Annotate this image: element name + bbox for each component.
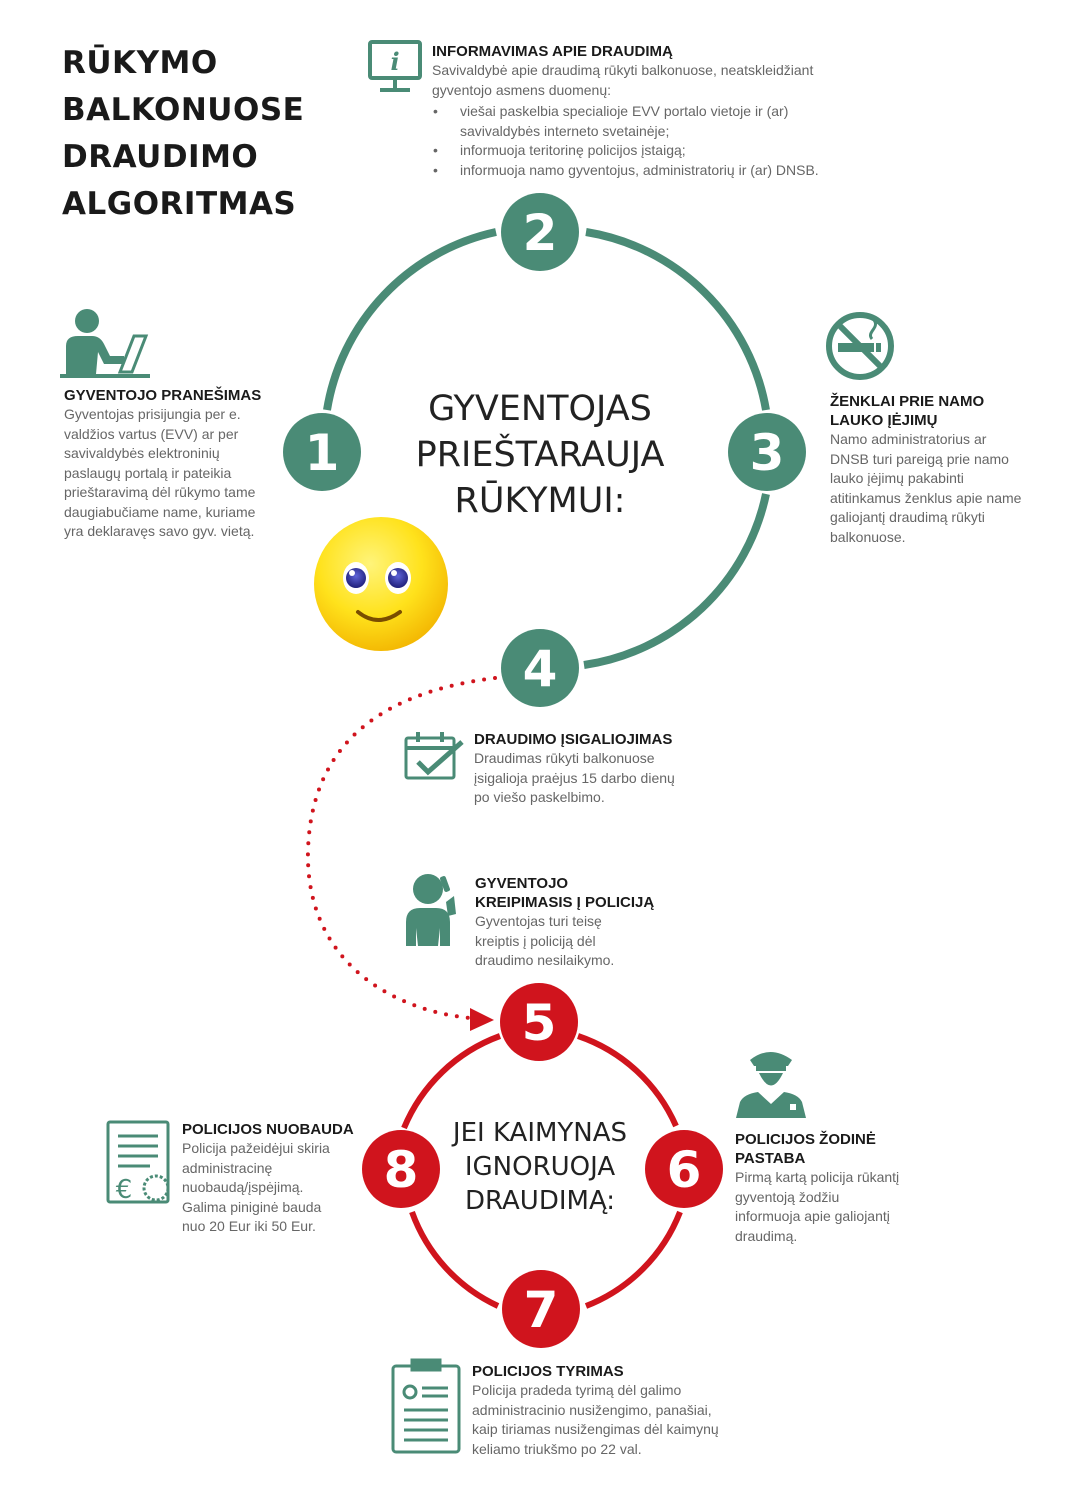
step-3-body-line: atitinkamus ženklus apie name: [830, 489, 1022, 506]
step-6-body-line: draudimą.: [735, 1227, 798, 1244]
police-call-body-line: draudimo nesilaikymo.: [475, 952, 615, 968]
badge-3-number: 3: [749, 424, 785, 482]
step-7-body: [472, 1381, 772, 1459]
step-4-body-line: įsigalioja praėjus 15 darbo dienų: [474, 769, 675, 786]
center-top-line: GYVENTOJAS: [428, 389, 652, 429]
center-top-line: RŪKYMUI:: [454, 481, 626, 521]
bullet-line: • informuoja namo gyventojus, administratorių ir (ar) DNSB.: [460, 161, 819, 178]
step-2-bullet: [432, 102, 872, 141]
step-2-body: [432, 61, 872, 180]
badge-7-number: 7: [523, 1281, 559, 1339]
step-4-block: [474, 730, 734, 808]
step-1-body-line: daugiabučiame name, kuriame: [64, 503, 256, 520]
step-2-body-line: gyventojo asmens duomenų:: [432, 81, 611, 98]
step-6-title-line: POLICIJOS ŽODINĖ: [735, 1131, 876, 1148]
step-7-title: POLICIJOS TYRIMAS: [472, 1363, 624, 1380]
police-call-title: [475, 874, 705, 912]
step-6-block: [735, 1130, 955, 1246]
step-1-title: GYVENTOJO PRANEŠIMAS: [64, 387, 262, 404]
step-1-body-line: savivaldybės elektroninių: [64, 445, 220, 461]
step-3-body-line: DNSB turi pareigą prie namo: [830, 450, 1009, 467]
police-call-title-line: GYVENTOJO: [475, 875, 569, 892]
step-8-title: POLICIJOS NUOBAUDA: [182, 1121, 354, 1138]
step-3-title-line: ŽENKLAI PRIE NAMO: [830, 393, 985, 410]
step-2-block: [432, 42, 872, 180]
step-1-body-line: valdžios vartus (EVV) ar per: [64, 425, 239, 442]
step-7-body-line: kaip tiriamas nusižengimas dėl kaimynų: [472, 1421, 719, 1437]
arrow-head-icon: [470, 1008, 494, 1031]
step-1-body-line: paslaugų portalą ir pateikia: [64, 464, 232, 481]
step-1-body-line: prieštaravimą dėl rūkymo tame: [64, 484, 256, 500]
euro-symbol: €: [115, 1175, 133, 1205]
step-8-body-line: Galima piniginė bauda: [182, 1198, 322, 1215]
step-8-block: [182, 1120, 382, 1237]
step-8-body: [182, 1139, 382, 1237]
dotted-connector: [308, 678, 495, 1018]
center-bottom-line: IGNORUOJA: [464, 1152, 616, 1182]
step-3-title: [830, 392, 1050, 430]
step-6-body: [735, 1168, 955, 1246]
step-6-title-line: PASTABA: [735, 1150, 806, 1167]
step-4-body-line: po viešo paskelbimo.: [474, 789, 605, 805]
step-2-body-line: Savivaldybė apie draudimą rūkyti balkonuose, neatskleidžiant: [432, 62, 814, 78]
step-6-title: [735, 1130, 955, 1168]
police-call-body: [475, 912, 705, 971]
badge-1-number: 1: [304, 424, 340, 482]
badge-5-number: 5: [521, 994, 557, 1052]
main-title-line: BALKONUOSE: [62, 92, 305, 128]
main-title-line: DRAUDIMO: [62, 139, 259, 175]
bullet-line: • viešai paskelbia specialioje EVV portalo vietoje ir (ar): [460, 103, 789, 119]
step-4-title: DRAUDIMO ĮSIGALIOJIMAS: [474, 731, 673, 748]
center-top-text: [390, 386, 690, 524]
step-1-block: [64, 386, 294, 542]
step-7-body-line: keliamo triukšmo po 22 val.: [472, 1440, 642, 1457]
badge-2: [501, 193, 579, 271]
step-3-block: [830, 392, 1050, 547]
step-6-body-line: Pirmą kartą policija rūkantį: [735, 1169, 900, 1185]
step-2-title: INFORMAVIMAS APIE DRAUDIMĄ: [432, 43, 673, 60]
police-call-title-line: KREIPIMASIS Į POLICIJĄ: [475, 894, 655, 911]
badge-7: [502, 1270, 580, 1348]
step-3-title-line: LAUKO ĮĖJIMŲ: [830, 412, 938, 429]
step-8-body-line: nuo 20 Eur iki 50 Eur.: [182, 1218, 316, 1234]
step-4-body-line: Draudimas rūkyti balkonuose: [474, 750, 655, 766]
step-8-body-line: Policija pažeidėjui skiria: [182, 1140, 330, 1156]
step-2-bullet: [432, 161, 872, 181]
main-title-line: RŪKYMO: [62, 45, 218, 81]
badge-5: [500, 983, 578, 1061]
step-1-body: [64, 405, 294, 542]
computer-user-icon: [60, 309, 150, 378]
police-call-body-line: kreiptis į policiją dėl: [475, 932, 596, 949]
step-1-body-line: yra deklaravęs savo gyv. vietą.: [64, 523, 255, 539]
person-phone-icon: [406, 874, 456, 946]
step-8-body-line: nuobaudą/įspėjimą.: [182, 1179, 304, 1195]
step-1-body-line: Gyventojas prisijungia per e.: [64, 406, 241, 422]
step-3-body-line: galiojantį draudimą rūkyti: [830, 509, 985, 525]
police-officer-icon: [736, 1052, 806, 1118]
step-7-body-line: Policija pradeda tyrimą dėl galimo: [472, 1382, 682, 1398]
badge-2-number: 2: [522, 204, 558, 262]
bullet-line: • informuoja teritorinę policijos įstaigą;: [460, 142, 686, 158]
center-bottom-line: DRAUDIMĄ:: [464, 1186, 616, 1216]
smiley-face-icon: [314, 517, 448, 651]
badge-4-number: 4: [522, 640, 558, 698]
step-3-body-line: balkonuose.: [830, 528, 906, 545]
step-2-bullet: [432, 141, 872, 161]
step-6-body-line: informuoja apie galiojantį: [735, 1208, 890, 1224]
center-bottom-line: JEI KAIMYNAS: [452, 1118, 628, 1148]
euro-fine-document-icon: [108, 1122, 168, 1205]
step-3-body-line: lauko įėjimų pakabinti: [830, 470, 964, 486]
step-6-body-line: gyventoją žodžiu: [735, 1188, 840, 1205]
calendar-check-icon: [406, 732, 462, 778]
step-7-body-line: administracinio nusižengimo, panašiai,: [472, 1401, 712, 1418]
bullet-line: savivaldybės interneto svetainėje;: [460, 122, 670, 139]
police-call-body-line: Gyventojas turi teisę: [475, 913, 602, 929]
police-call-block: [475, 874, 705, 971]
center-top-line: PRIEŠTARAUJA: [415, 435, 665, 475]
step-7-block: [472, 1362, 772, 1459]
center-bottom-text: [425, 1116, 655, 1218]
badge-8-number: 8: [383, 1141, 419, 1199]
badge-1: [283, 413, 361, 491]
main-title: [62, 40, 304, 228]
badge-6: [645, 1130, 723, 1208]
step-3-body-line: Namo administratorius ar: [830, 431, 987, 447]
step-3-body: [830, 430, 1050, 547]
badge-3: [728, 413, 806, 491]
step-4-body: [474, 749, 734, 808]
no-smoking-icon: [829, 315, 891, 377]
clipboard-icon: [393, 1360, 459, 1452]
badge-6-number: 6: [666, 1141, 702, 1199]
svg-text:i: i: [390, 47, 400, 76]
info-monitor-icon: [370, 42, 420, 90]
main-title-line: ALGORITMAS: [62, 186, 297, 222]
badge-4: [501, 629, 579, 707]
step-2-bullets: [432, 102, 872, 180]
step-8-body-line: administracinę: [182, 1159, 273, 1176]
